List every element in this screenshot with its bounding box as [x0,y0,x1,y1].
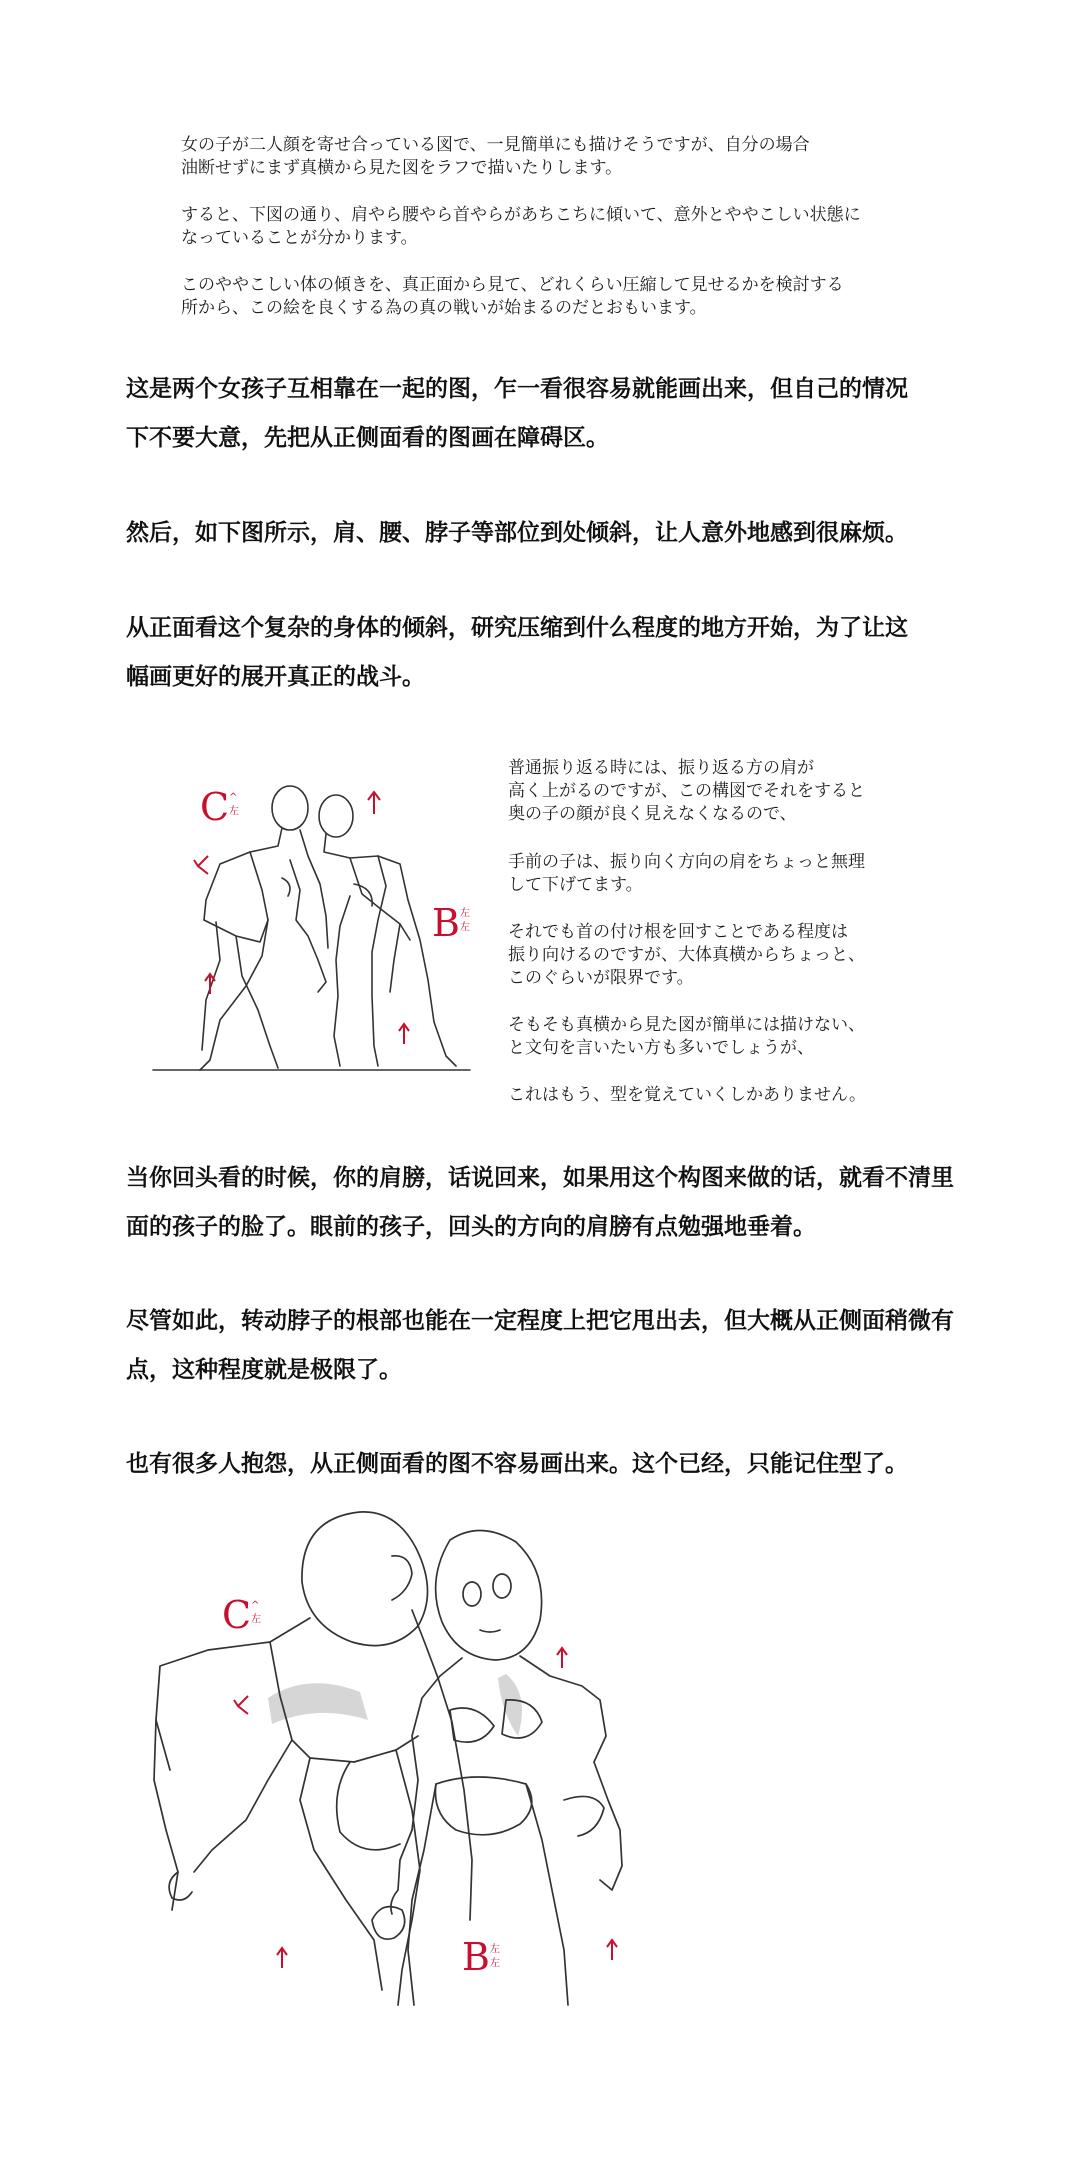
text-line: 当你回头看的时候，你的肩膀，话说回来，如果用这个构图来做的话，就看不清里 [126,1165,954,1191]
label-b-small-2: 左 [460,922,470,933]
text-line: すると、下図の通り、肩やら腰やら首やらがあちこちに傾いて、意外とややこしい状態に [181,205,861,225]
text-line: それでも首の付け根を回すことである程度は [508,922,848,942]
label-c-front-small: ^ [251,1600,260,1611]
label-c-small-2: 左 [229,806,239,817]
text-line: 女の子が二人顔を寄せ合っている図で、一見簡単にも描けそうですが、自分の場合 [181,135,810,155]
label-b: B [432,901,460,945]
jp-side-para-3 [508,921,865,990]
label-c-front: C [222,1593,252,1637]
jp-intro-para-1 [181,134,810,180]
label-b-front-small-2: 左 [490,1958,500,1969]
text-line: 下不要大意，先把从正侧面看的图画在障碍区。 [126,425,609,451]
label-c: C [200,785,230,829]
text-line: 面的孩子的脸了。眼前的孩子，回头的方向的肩膀有点勉强地垂着。 [126,1214,816,1240]
text-line: 所から、この絵を良くする為の真の戦いが始まるのだとおもいます。 [181,298,707,318]
text-line: 高く上がるのですが、この構図でそれをすると [508,781,865,801]
jp-intro-para-3 [181,274,844,320]
text-line: そもそも真横から見た図が簡単には描けない、 [508,1015,865,1035]
front-view-sketch [150,1500,650,2010]
zh-middle-para-2 [126,1297,954,1395]
text-line: 振り向けるのですが、大体真横からちょっと、 [508,945,865,965]
text-line: 从正面看这个复杂的身体的倾斜，研究压缩到什么程度的地方开始，为了让这 [126,615,908,641]
text-line: 手前の子は、振り向く方向の肩をちょっと無理 [508,852,865,872]
side-view-sketch-svg [150,760,480,1090]
zh-intro-para-2 [126,509,908,558]
text-line: 普通振り返る時には、振り返る方の肩が [508,758,814,778]
zh-intro-para-3 [126,604,908,702]
text-line: このぐらいが限界です。 [508,968,694,988]
jp-side-para-1 [508,757,865,826]
text-line: 尽管如此，转动脖子的根部也能在一定程度上把它甩出去，但大概从正侧面稍微有 [126,1308,954,1334]
text-line: 也有很多人抱怨，从正侧面看的图不容易画出来。这个已经，只能记住型了。 [126,1451,908,1477]
text-line: 点，这种程度就是极限了。 [126,1357,402,1383]
front-view-sketch-svg [150,1500,650,2010]
text-line: これはもう、型を覚えていくしかありません。 [508,1085,867,1105]
text-line: 然后，如下图所示，肩、腰、脖子等部位到处倾斜，让人意外地感到很麻烦。 [126,520,908,546]
text-line: 油断せずにまず真横から見た図をラフで描いたりします。 [181,158,623,178]
jp-side-para-5 [508,1084,866,1107]
zh-intro-para-1 [126,365,908,463]
text-line: 奥の子の顔が良く見えなくなるので、 [508,804,797,824]
jp-side-para-2 [508,851,865,897]
label-c-small: ^ [229,792,238,803]
zh-middle-para-3 [126,1440,908,1489]
label-b-front-small: 左 [490,1944,500,1955]
zh-middle-para-1 [126,1154,954,1252]
side-view-sketch [150,760,480,1090]
text-line: と文句を言いたい方も多いでしょうが、 [508,1038,814,1058]
label-c-front-small-2: 左 [251,1614,261,1625]
jp-intro-para-2 [181,204,861,250]
text-line: このややこしい体の傾きを、真正面から見て、どれくらい圧縮して見せるかを検討する [181,275,844,295]
text-line: 幅画更好的展开真正的战斗。 [126,664,425,690]
text-line: して下げてます。 [508,875,643,895]
text-line: なっていることが分かります。 [181,228,418,248]
label-b-small: 左 [460,908,470,919]
text-line: 这是两个女孩子互相靠在一起的图，乍一看很容易就能画出来，但自己的情况 [126,376,908,402]
jp-side-para-4 [508,1014,865,1060]
label-b-front: B [462,1935,490,1979]
